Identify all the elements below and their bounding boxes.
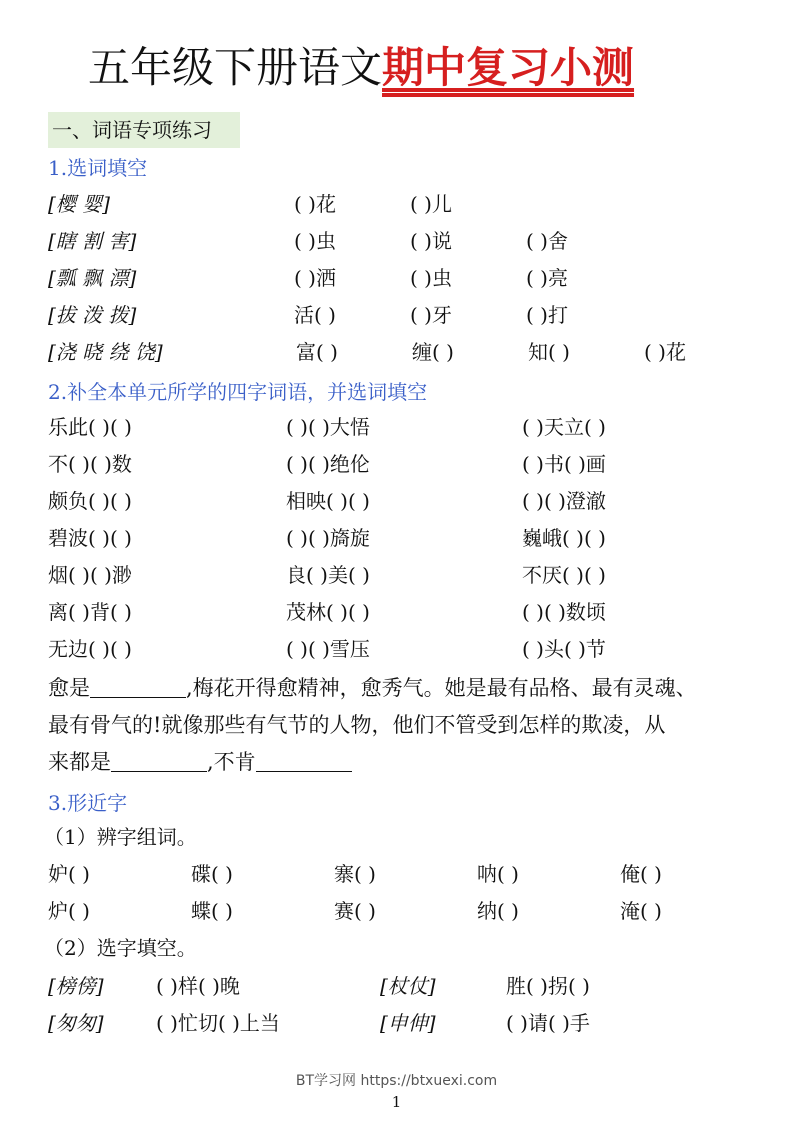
- q3-word: 纳( ): [477, 899, 519, 923]
- q3-fill-chars: [榜傍]: [48, 974, 104, 998]
- q1-row-item: ( )虫: [294, 229, 336, 253]
- q1-row-chars: [浇 晓 绕 饶]: [48, 340, 163, 364]
- q1-row-chars: [樱 婴]: [48, 192, 110, 216]
- q3-fill-chars: [申伸]: [380, 1011, 436, 1035]
- q1-row-item: ( )虫: [410, 266, 452, 290]
- q2-cell: 无边( )( ): [48, 637, 132, 661]
- q3-word: 俺( ): [620, 862, 662, 886]
- q3-word: 赛( ): [334, 899, 376, 923]
- q2-cell: 烟( )( )渺: [48, 563, 132, 587]
- q2-cell: ( )( )数顷: [522, 600, 606, 624]
- title-black: 五年级下册语文: [88, 43, 383, 92]
- q2-cell: ( )( )绝伦: [286, 452, 370, 476]
- q2-cell: 不( )( )数: [48, 452, 132, 476]
- q1-row-item: 富( ): [296, 340, 338, 364]
- q1-row-chars: [拔 泼 拨]: [48, 303, 137, 327]
- q2-cell: 不厌( )( ): [522, 563, 606, 587]
- q2-cell: ( )( )澄澈: [522, 489, 606, 513]
- para-text: ,不肯: [207, 750, 256, 774]
- q1-row-chars: [瞎 割 害]: [48, 229, 137, 253]
- q1-row-item: ( )说: [410, 229, 452, 253]
- q2-cell: ( )头( )节: [522, 637, 606, 661]
- q3-sub2: （2）选字填空。: [44, 936, 197, 960]
- q3-word: 淹( ): [620, 899, 662, 923]
- q3-word: 炉( ): [48, 899, 90, 923]
- q2-cell: ( )( )旖旋: [286, 526, 370, 550]
- para-text: ,梅花开得愈精神，愈秀气。她是最有品格、最有灵魂、: [186, 676, 697, 700]
- para-text: 来都是: [48, 750, 111, 774]
- q1-row-item: ( )花: [644, 340, 686, 364]
- q2-cell: 良( )美( ): [286, 563, 370, 587]
- q3-word: 寨( ): [334, 862, 376, 886]
- page-number: 1: [391, 1093, 402, 1111]
- q2-cell: ( )( )雪压: [286, 637, 370, 661]
- q3-fill-items: ( )样( )晚: [156, 974, 240, 998]
- q2-cell: 碧波( )( ): [48, 526, 132, 550]
- q3-fill-items: ( )忙切( )上当: [156, 1011, 280, 1035]
- q3-fill-chars: [匆匆]: [48, 1011, 104, 1035]
- q3-fill-items: ( )请( )手: [506, 1011, 590, 1035]
- q1-row-item: ( )打: [526, 303, 568, 327]
- q3-word: 呐( ): [477, 862, 519, 886]
- q2-cell: 离( )背( ): [48, 600, 132, 624]
- q3-word: 蝶( ): [191, 899, 233, 923]
- title-red: 期中复习小测: [382, 43, 635, 92]
- q3-heading: 3.形近字: [48, 791, 128, 815]
- q3-word: 妒( ): [48, 862, 90, 886]
- q2-cell: ( )书( )画: [522, 452, 606, 476]
- answer-blank[interactable]: [90, 675, 186, 698]
- q1-row-item: ( )亮: [526, 266, 568, 290]
- footer-source: BT学习网 https://btxuexi.com: [295, 1073, 498, 1089]
- q2-cell: 茂林( )( ): [286, 600, 370, 624]
- q3-sub1: （1）辨字组词。: [44, 825, 197, 849]
- q2-cell: 颇负( )( ): [48, 489, 132, 513]
- q1-row-item: ( )舍: [526, 229, 568, 253]
- section-heading: 一、词语专项练习: [48, 112, 240, 148]
- q2-heading: 2.补全本单元所学的四字词语，并选词填空: [48, 380, 428, 404]
- q1-row-chars: [瓢 飘 漂]: [48, 266, 137, 290]
- q1-heading: 1.选词填空: [48, 156, 148, 180]
- fill-paragraph-line: 最有骨气的!就像那些有气节的人物，他们不管受到怎样的欺凌，从: [48, 713, 666, 737]
- para-text: 愈是: [48, 676, 90, 700]
- answer-blank[interactable]: [111, 749, 207, 772]
- q3-word: 碟( ): [191, 862, 233, 886]
- q3-fill-items: 胜( )拐( ): [506, 974, 590, 998]
- fill-paragraph-line: [48, 670, 697, 707]
- q2-cell: ( )天立( ): [522, 415, 606, 439]
- q1-row-item: 知( ): [528, 340, 570, 364]
- q1-row-item: ( )牙: [410, 303, 452, 327]
- q2-cell: 巍峨( )( ): [522, 526, 606, 550]
- page-title: [88, 40, 634, 96]
- q2-cell: 乐此( )( ): [48, 415, 132, 439]
- answer-blank[interactable]: [256, 749, 352, 772]
- fill-paragraph-line: [48, 744, 352, 781]
- q3-fill-chars: [杖仗]: [380, 974, 436, 998]
- q2-cell: 相映( )( ): [286, 489, 370, 513]
- q1-row-item: ( )洒: [294, 266, 336, 290]
- q1-row-item: ( )儿: [410, 192, 452, 216]
- q1-row-item: 活( ): [294, 303, 336, 327]
- q1-row-item: ( )花: [294, 192, 336, 216]
- q1-row-item: 缠( ): [412, 340, 454, 364]
- q2-cell: ( )( )大悟: [286, 415, 370, 439]
